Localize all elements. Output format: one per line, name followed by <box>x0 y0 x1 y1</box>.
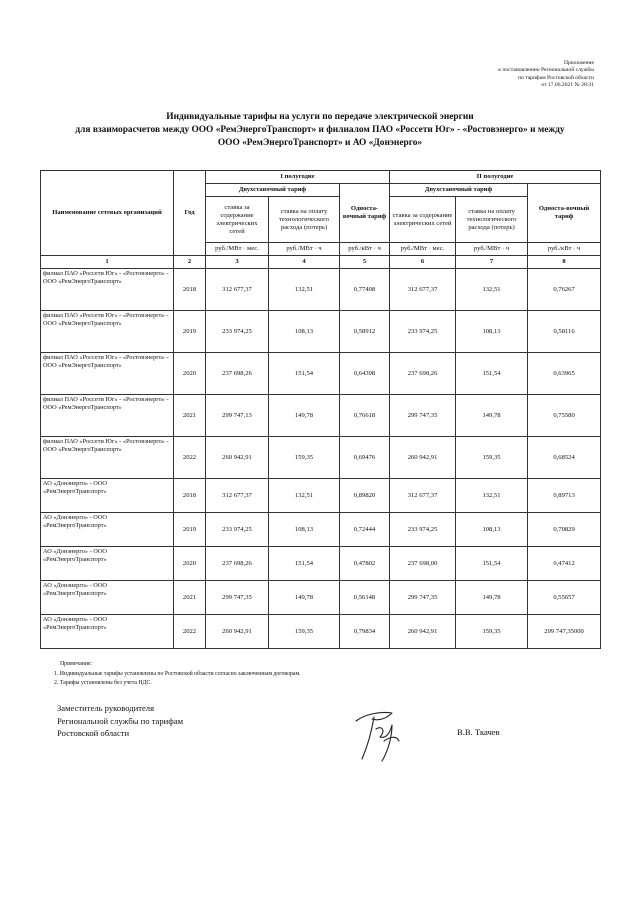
value-cell: 233 974,25 <box>206 513 269 547</box>
annex-line: Приложение <box>563 60 594 66</box>
unit-content-h1: руб./МВт · мес. <box>206 243 269 256</box>
value-cell: 108,13 <box>456 311 528 353</box>
table-row <box>41 353 601 395</box>
annex-line: по тарифам Ростовской области <box>518 74 594 81</box>
annex-line: к постановлению Региональной службы <box>498 67 594 74</box>
year-cell: 2018 <box>174 269 206 311</box>
unit-content-h2: руб./МВт · мес. <box>390 243 456 256</box>
value-cell: 233 974,25 <box>206 311 269 353</box>
column-number: 1 <box>41 256 174 269</box>
value-cell: 260 942,91 <box>390 437 456 479</box>
title-line: для взаиморасчетов между ООО «РемЭнергоТранспорт» и филиалом ПАО «Россети Юг» - «Ростовэнерго» и между <box>75 125 565 135</box>
value-cell: 0,77408 <box>340 269 390 311</box>
value-cell: 0,64398 <box>340 353 390 395</box>
unit-single-h2: руб./кВт · ч <box>528 243 601 256</box>
title-line: Индивидуальные тарифы на услуги по передаче электрической энергии <box>166 112 474 122</box>
value-cell: 260 942,91 <box>206 437 269 479</box>
signatory-block <box>57 702 183 740</box>
value-cell: 0,55657 <box>528 581 601 615</box>
value-cell: 312 677,37 <box>390 479 456 513</box>
year-cell: 2020 <box>174 547 206 581</box>
value-cell: 108,13 <box>269 513 340 547</box>
table-row <box>41 479 601 513</box>
value-cell: 312 677,37 <box>390 269 456 311</box>
year-cell: 2021 <box>174 581 206 615</box>
value-cell: 151,54 <box>269 547 340 581</box>
value-cell: 299 747,35 <box>206 581 269 615</box>
table-row <box>41 437 601 479</box>
org-cell: филиал ПАО «Россети Юг» - «Ростовэнерго» - ООО «РемЭнергоТранспорт» <box>41 353 174 395</box>
tariff-table <box>40 170 601 649</box>
year-cell: 2019 <box>174 513 206 547</box>
column-number: 2 <box>174 256 206 269</box>
unit-losses-h2: руб./МВт · ч <box>456 243 528 256</box>
value-cell: 108,13 <box>456 513 528 547</box>
value-cell: 237 698,26 <box>390 353 456 395</box>
value-cell: 0,69476 <box>340 437 390 479</box>
org-cell: АО «Донэнерго» - ООО «РемЭнергоТранспорт» <box>41 479 174 513</box>
table-row <box>41 311 601 353</box>
notes <box>54 660 301 689</box>
value-cell: 0,72444 <box>340 513 390 547</box>
value-cell: 132,51 <box>269 479 340 513</box>
value-cell: 233 974,25 <box>390 513 456 547</box>
title-line: ООО «РемЭнергоТранспорт» и АО «Донэнерго» <box>217 138 423 148</box>
value-cell: 159,35 <box>269 615 340 649</box>
org-cell: АО «Донэнерго» - ООО «РемЭнергоТранспорт» <box>41 513 174 547</box>
value-cell: 0,63965 <box>528 353 601 395</box>
value-cell: 233 974,25 <box>390 311 456 353</box>
header-rate-losses-h1: ставка на оплату технологического расхода (потерь) <box>269 197 340 243</box>
column-number: 5 <box>340 256 390 269</box>
year-cell: 2022 <box>174 615 206 649</box>
year-cell: 2022 <box>174 437 206 479</box>
org-cell: филиал ПАО «Россети Юг» - «Ростовэнерго» - ООО «РемЭнергоТранспорт» <box>41 395 174 437</box>
org-cell: филиал ПАО «Россети Юг» - «Ростовэнерго» - ООО «РемЭнергоТранспорт» <box>41 269 174 311</box>
org-cell: АО «Донэнерго» - ООО «РемЭнергоТранспорт» <box>41 615 174 649</box>
column-number: 3 <box>206 256 269 269</box>
signatory-line: Региональной службы по тарифам <box>57 715 184 726</box>
value-cell: 299 747,35 <box>390 581 456 615</box>
header-two-part-h1: Двухставочный тариф <box>206 184 340 197</box>
document-title <box>40 111 600 150</box>
value-cell: 237 698,26 <box>206 547 269 581</box>
signatory-line: Заместитель руководителя <box>57 703 155 713</box>
org-cell: филиал ПАО «Россети Юг» - «Ростовэнерго» - ООО «РемЭнергоТранспорт» <box>41 311 174 353</box>
header-rate-content-h2: ставка за содержание электрических сетей <box>390 197 456 243</box>
column-number: 4 <box>269 256 340 269</box>
value-cell: 0,75580 <box>528 395 601 437</box>
org-cell: АО «Донэнерго» - ООО «РемЭнергоТранспорт» <box>41 581 174 615</box>
value-cell: 108,13 <box>269 311 340 353</box>
table-row <box>41 615 601 649</box>
notes-heading: Примечание: <box>60 661 93 667</box>
value-cell: 159,35 <box>456 615 528 649</box>
table-row <box>41 547 601 581</box>
header-two-part-h2: Двухставочный тариф <box>390 184 528 197</box>
value-cell: 299 747,35 <box>390 395 456 437</box>
value-cell: 149,78 <box>456 581 528 615</box>
value-cell: 159,35 <box>269 437 340 479</box>
value-cell: 312 677,37 <box>206 269 269 311</box>
table-row <box>41 581 601 615</box>
value-cell: 312 677,37 <box>206 479 269 513</box>
header-rate-content-h1: ставка за содержание электрических сетей <box>206 197 269 243</box>
table-row <box>41 395 601 437</box>
annex-header <box>498 60 594 90</box>
value-cell: 0,58912 <box>340 311 390 353</box>
header-half1: I полугодие <box>206 171 390 184</box>
value-cell: 0,56148 <box>340 581 390 615</box>
value-cell: 149,78 <box>269 395 340 437</box>
year-cell: 2018 <box>174 479 206 513</box>
year-cell: 2019 <box>174 311 206 353</box>
column-number: 8 <box>528 256 601 269</box>
header-half2: II полугодие <box>390 171 601 184</box>
value-cell: 0,79834 <box>340 615 390 649</box>
value-cell: 260 942,91 <box>206 615 269 649</box>
header-org: Наименование сетевых организаций <box>41 171 174 256</box>
value-cell: 0,89713 <box>528 479 601 513</box>
year-cell: 2020 <box>174 353 206 395</box>
value-cell: 0,89820 <box>340 479 390 513</box>
value-cell: 132,51 <box>456 269 528 311</box>
org-cell: филиал ПАО «Россети Юг» - «Ростовэнерго» - ООО «РемЭнергоТранспорт» <box>41 437 174 479</box>
value-cell: 151,54 <box>456 547 528 581</box>
table-row <box>41 269 601 311</box>
value-cell: 151,54 <box>269 353 340 395</box>
value-cell: 0,47412 <box>528 547 601 581</box>
value-cell: 159,35 <box>456 437 528 479</box>
header-single-h1: Односта-вочный тариф <box>340 184 390 243</box>
value-cell: 0,58116 <box>528 311 601 353</box>
value-cell: 299 747,35000 <box>528 615 601 649</box>
value-cell: 0,68524 <box>528 437 601 479</box>
header-rate-losses-h2: ставка на оплату технологического расхода (потерь) <box>456 197 528 243</box>
year-cell: 2021 <box>174 395 206 437</box>
value-cell: 0,70829 <box>528 513 601 547</box>
annex-line: от 17.06.2021 № 28/31 <box>541 82 594 89</box>
value-cell: 151,54 <box>456 353 528 395</box>
value-cell: 0,76618 <box>340 395 390 437</box>
org-cell: АО «Донэнерго» - ООО «РемЭнергоТранспорт» <box>41 547 174 581</box>
note-item: 2. Тарифы установлены без учета НДС. <box>54 680 152 686</box>
value-cell: 132,51 <box>269 269 340 311</box>
value-cell: 0,47802 <box>340 547 390 581</box>
value-cell: 237 698,00 <box>390 547 456 581</box>
column-number: 6 <box>390 256 456 269</box>
value-cell: 132,51 <box>456 479 528 513</box>
table-row <box>41 513 601 547</box>
signatory-name: В.В. Ткачев <box>457 727 500 737</box>
handwritten-signature <box>352 707 402 765</box>
unit-losses-h1: руб./МВт · ч <box>269 243 340 256</box>
value-cell: 0,76267 <box>528 269 601 311</box>
value-cell: 299 747,13 <box>206 395 269 437</box>
value-cell: 237 698,26 <box>206 353 269 395</box>
header-single-h2: Односта-вочный тариф <box>528 184 601 243</box>
signatory-line: Ростовской области <box>57 728 130 739</box>
value-cell: 149,78 <box>456 395 528 437</box>
value-cell: 260 942,91 <box>390 615 456 649</box>
header-year: Год <box>174 171 206 256</box>
value-cell: 149,78 <box>269 581 340 615</box>
unit-single-h1: руб./кВт · ч <box>340 243 390 256</box>
column-number: 7 <box>456 256 528 269</box>
note-item: 1. Индивидуальные тарифы установлены по Ростовской области согласно заключенным договорам. <box>54 670 301 677</box>
